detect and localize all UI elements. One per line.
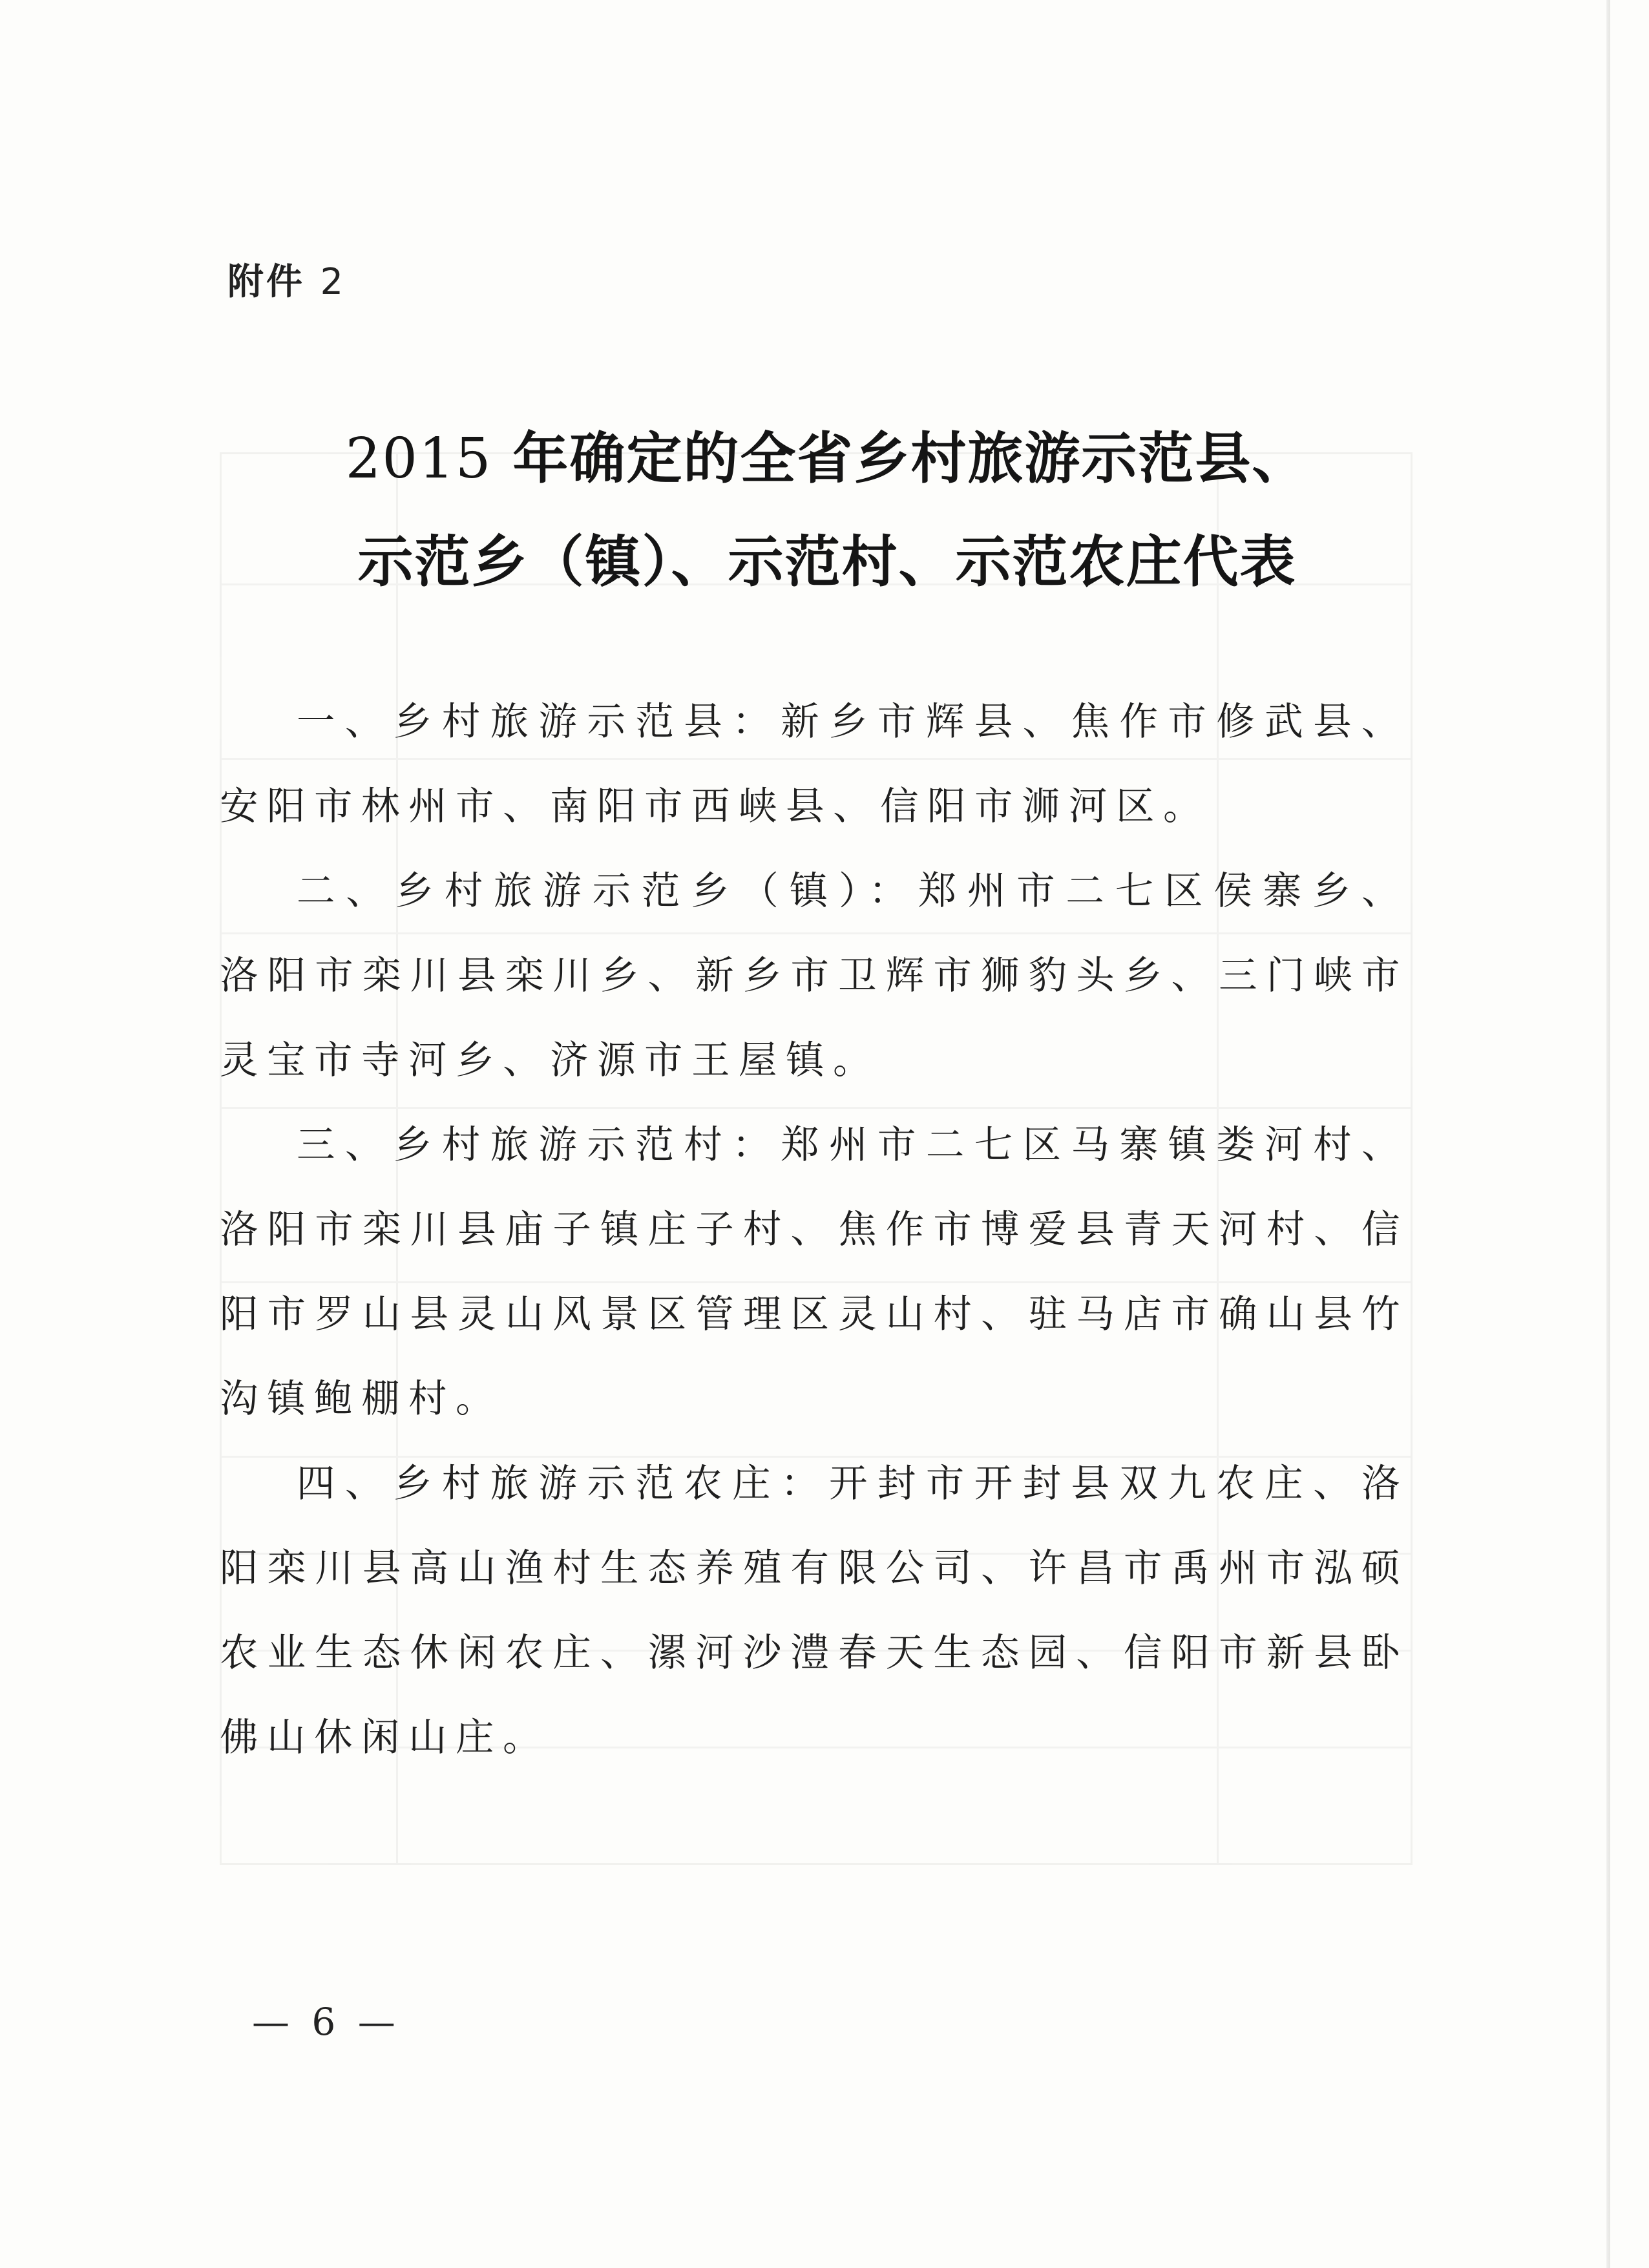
document-title-line-2: 示范乡（镇）、示范村、示范农庄代表: [357, 530, 1297, 594]
document-title-line-1: [194, 414, 1460, 494]
title-line-1-text: 年确定的全省乡村旅游示范县、: [512, 426, 1309, 491]
attachment-number: 2: [320, 261, 346, 303]
attachment-label: [227, 253, 346, 305]
page-binding-edge: [1606, 0, 1610, 2268]
section-paragraph-village: 三、乡村旅游示范村：郑州市二七区马寨镇娄河村、洛阳市栾川县庙子镇庄子村、焦作市博爱县青天河村、信阳市罗山县灵山风景区管理区灵山村、驻马店市确山县竹沟镇鲍棚村。: [220, 1123, 1409, 1422]
title-year: 2015: [345, 426, 492, 491]
attachment-label-text: 附件: [227, 261, 305, 303]
section-paragraph-farm: 四、乡村旅游示范农庄：开封市开封县双九农庄、洛阳栾川县高山渔村生态养殖有限公司、许昌市禹州市泓硕农业生态休闲农庄、漯河沙澧春天生态园、信阳市新县卧佛山休闲山庄。: [220, 1462, 1409, 1760]
document-body: [220, 680, 1409, 1780]
page-number: — 6 —: [252, 2000, 401, 2044]
section-paragraph-township: 二、乡村旅游示范乡（镇）：郑州市二七区侯寨乡、洛阳市栾川县栾川乡、新乡市卫辉市狮豹头乡、三门峡市灵宝市寺河乡、济源市王屋镇。: [220, 869, 1409, 1083]
section-paragraph-county: 一、乡村旅游示范县：新乡市辉县、焦作市修武县、安阳市林州市、南阳市西峡县、信阳市浉河区。: [220, 700, 1409, 829]
